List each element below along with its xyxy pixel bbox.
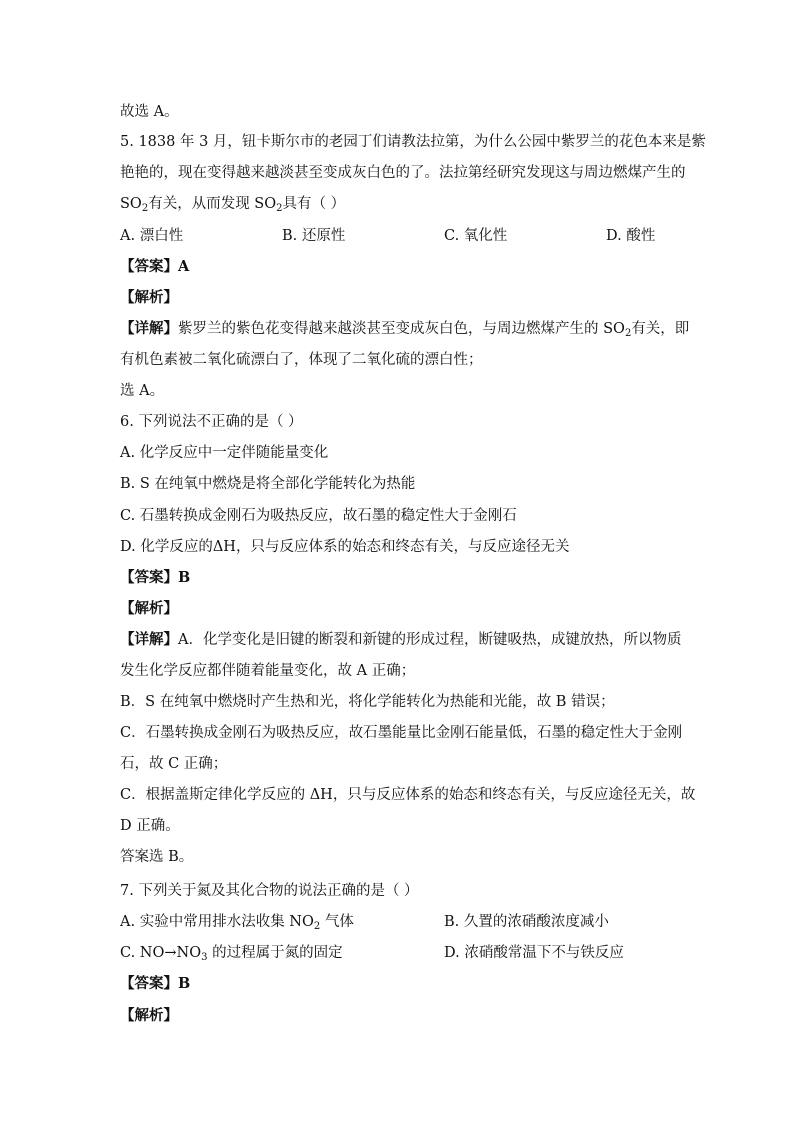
q6-stem: 6. 下列说法不正确的是（ ） (120, 414, 303, 430)
q5-answer: 【答案】A (120, 258, 190, 275)
q7-stem: 7. 下列关于氮及其化合物的说法正确的是（ ） (120, 883, 419, 899)
q5-stem-line-2: 艳艳的，现在变得越来越淡甚至变成灰白色的了。法拉第经研究发现这与周边燃煤产生的 (120, 165, 686, 181)
q5-stem-line-3: $SO_2$有关，从而发现 $SO_2$具有（ ） (120, 196, 346, 214)
q6-detail-line-8: 答案选 B。 (120, 849, 194, 865)
q5-detail-line-1: 【详解】紫罗兰的紫色花变得越来越淡甚至变成灰白色，与周边燃煤产生的 $SO_2$有关，即 (120, 320, 690, 339)
q5-detail-line-3: 选 A。 (120, 383, 165, 399)
q6-option-c: C. 石墨转换成金刚石为吸热反应，故石墨的稳定性大于金刚石 (120, 508, 517, 524)
q7-option-d: D. 浓硝酸常温下不与铁反应 (444, 945, 624, 961)
q7-option-b: B. 久置的浓硝酸浓度减小 (444, 914, 609, 930)
q5-option-a: A. 漂白性 (120, 228, 184, 244)
q5-option-c: C. 氧化性 (444, 228, 508, 244)
q6-detail-line-3: B．S 在纯氧中燃烧时产生热和光，将化学能转化为热能和光能，故 B 错误； (120, 694, 615, 710)
q6-detail-line-2: 发生化学反应都伴随着能量变化，故 A 正确； (120, 663, 416, 679)
q7-answer: 【答案】B (120, 975, 191, 992)
q5-analysis-heading: 【解析】 (120, 289, 178, 306)
q5-detail-line-2: 有机色素被二氧化硫漂白了，体现了二氧化硫的漂白性； (120, 352, 483, 368)
q6-detail-line-4: C．石墨转换成金刚石为吸热反应，故石墨能量比金刚石能量低，石墨的稳定性大于金刚 (120, 725, 683, 741)
q7-option-a: A. 实验中常用排水法收集 $NO_2$ 气体 (120, 914, 354, 932)
q6-detail-line-1: 【详解】A．化学变化是旧键的断裂和新键的形成过程，断键吸热，成键放热，所以物质 (120, 631, 682, 648)
q5-options (0, 225, 794, 247)
q6-detail-line-5: 石，故 C 正确； (120, 756, 228, 772)
q7-option-c: C. $NO\to NO_3$ 的过程属于氮的固定 (120, 945, 343, 963)
q5-stem-line-1: 5. 1838 年 3 月，钮卡斯尔市的老园丁们请教法拉第，为什么公园中紫罗兰的花色本来是紫 (120, 134, 706, 150)
q5-option-d: D. 酸性 (606, 228, 656, 244)
q7-options-row-1 (0, 911, 794, 933)
q6-option-d: D. 化学反应的ΔH，只与反应体系的始态和终态有关，与反应途径无关 (120, 539, 570, 555)
q7-analysis-heading: 【解析】 (120, 1007, 178, 1024)
q6-analysis-heading: 【解析】 (120, 600, 178, 617)
q6-option-a: A. 化学反应中一定伴随能量变化 (120, 445, 329, 461)
q6-detail-line-6: C．根据盖斯定律化学反应的 ΔH，只与反应体系的始态和终态有关，与反应途径无关，故 (120, 787, 696, 803)
q7-options-row-2 (0, 942, 794, 964)
q6-answer: 【答案】B (120, 569, 191, 586)
q6-option-b: B. S 在纯氧中燃烧是将全部化学能转化为热能 (120, 476, 416, 492)
q6-detail-line-7: D 正确。 (120, 818, 180, 834)
q5-option-b: B. 还原性 (282, 228, 346, 244)
prev-answer-conclusion: 故选 A。 (120, 104, 179, 120)
